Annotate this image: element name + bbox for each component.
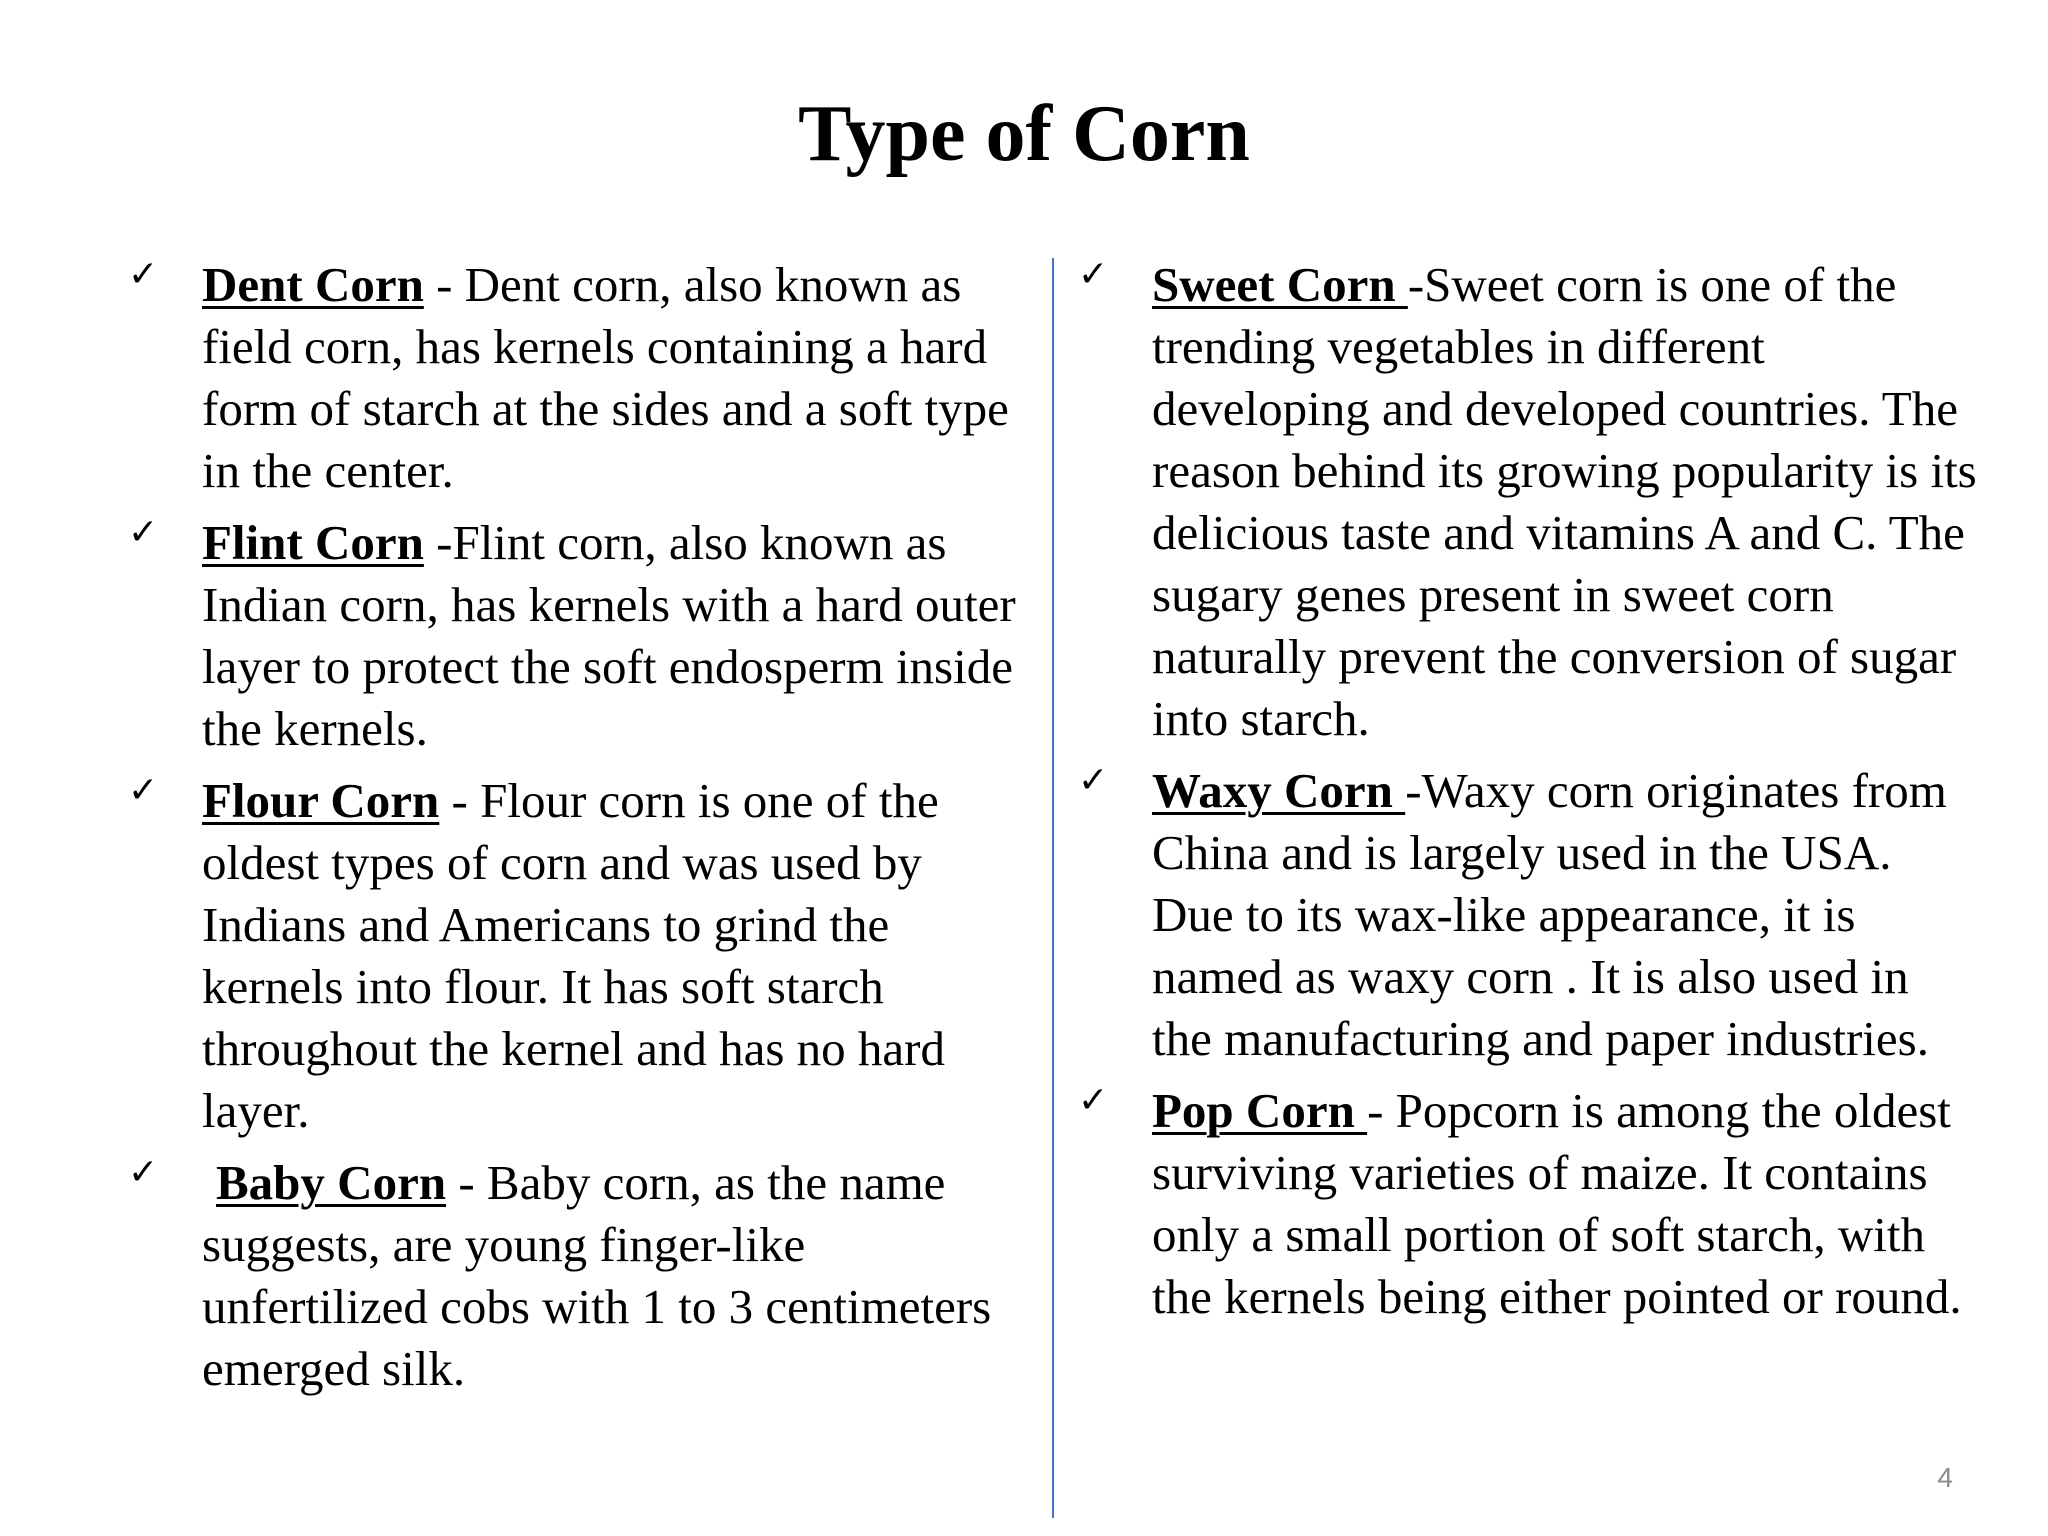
term-label: Sweet Corn	[1152, 257, 1408, 312]
term-description: - Baby corn, as the name suggests, are young finger-like unfertilized cobs with 1 to 3 centimeters emerged silk.	[202, 1155, 992, 1396]
checkmark-icon: ✓	[128, 770, 159, 811]
term-label: Waxy Corn	[1152, 763, 1406, 818]
checkmark-icon: ✓	[1078, 254, 1109, 295]
list-item-dent-corn	[128, 254, 1028, 502]
page-number: 4	[1937, 1462, 1953, 1493]
slide-title: Type of Corn	[798, 90, 1250, 178]
list-item-flint-corn	[128, 512, 1028, 760]
list-item-pop-corn	[1078, 1080, 1978, 1328]
term-description: - Flour corn is one of the oldest types of corn and was used by Indians and Americans to grind the kernels into flour. It has soft starch throughout the kernel and has no hard layer.	[202, 773, 945, 1138]
list-item-flour-corn	[128, 770, 1028, 1142]
list-item-sweet-corn	[1078, 254, 1978, 750]
term-description: - Popcorn is among the oldest surviving varieties of maize. It contains only a small portion of soft starch, with the kernels being either pointed or round.	[1152, 1083, 1962, 1324]
checkmark-icon: ✓	[128, 1152, 159, 1193]
term-description: -Sweet corn is one of the trending vegetables in different developing and developed countries. The reason behind its growing popularity is its delicious taste and vitamins A and C. The sugary genes present in sweet corn naturally prevent the conversion of sugar into starch.	[1152, 257, 1977, 746]
term-label: Flint Corn	[202, 515, 424, 570]
term-description: -Waxy corn originates from China and is largely used in the USA. Due to its wax-like appearance, it is named as waxy corn . It is also used in the manufacturing and paper industries.	[1152, 763, 1947, 1066]
left-column-list	[128, 254, 1028, 1410]
list-item-waxy-corn	[1078, 760, 1978, 1070]
term-label: Dent Corn	[202, 257, 424, 312]
right-column-list	[1078, 254, 1978, 1338]
checkmark-icon: ✓	[1078, 760, 1109, 801]
term-label: Flour Corn	[202, 773, 440, 828]
term-description: - Dent corn, also known as field corn, has kernels containing a hard form of starch at the sides and a soft type in the center.	[202, 257, 1009, 498]
checkmark-icon: ✓	[128, 512, 159, 553]
column-divider	[1052, 258, 1054, 1518]
term-label: Baby Corn	[216, 1155, 447, 1210]
term-description: -Flint corn, also known as Indian corn, has kernels with a hard outer layer to protect the soft endosperm inside the kernels.	[202, 515, 1016, 756]
list-item-baby-corn	[128, 1152, 1028, 1400]
checkmark-icon: ✓	[128, 254, 159, 295]
checkmark-icon: ✓	[1078, 1080, 1109, 1121]
term-label: Pop Corn	[1152, 1083, 1368, 1138]
